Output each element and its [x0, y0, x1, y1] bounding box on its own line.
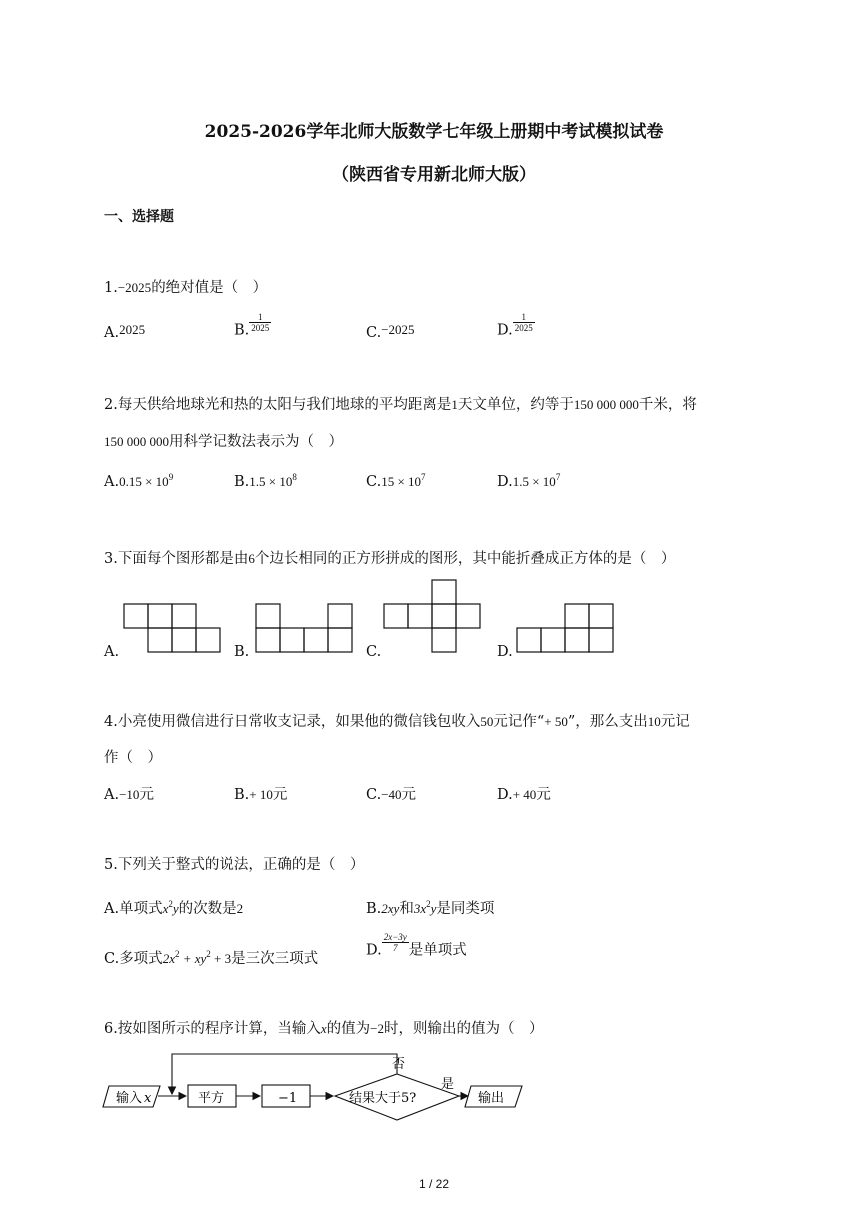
option-label: A. — [104, 787, 120, 803]
question-3 — [104, 547, 675, 568]
option-value: 0.15 × 10 — [119, 474, 169, 489]
option-label: C. — [366, 474, 382, 490]
option-math: 2xy — [381, 901, 400, 916]
option-fraction — [513, 312, 535, 333]
q3-math: 6 — [248, 551, 255, 566]
page-number: 1 / 22 — [418, 1177, 450, 1191]
option-math: + xy — [179, 951, 207, 966]
q1-option-d[interactable] — [497, 312, 535, 339]
q2-math: 150 000 000 — [104, 434, 169, 449]
q2-math: 150 000 000 — [573, 397, 639, 412]
fraction-numerator: 1 — [513, 312, 535, 323]
q4-option-c[interactable] — [366, 783, 416, 804]
q5-option-a[interactable] — [104, 897, 243, 918]
option-math: 2x — [162, 951, 175, 966]
option-exponent: 9 — [168, 472, 174, 482]
option-label: C. — [104, 951, 120, 967]
option-value: −2025 — [381, 322, 415, 337]
option-label: A. — [104, 901, 120, 917]
q6-flowchart — [100, 1048, 530, 1128]
option-label: B. — [234, 787, 250, 803]
option-label: D. — [497, 474, 513, 490]
option-value: −10 — [119, 787, 140, 802]
q4-text: ”，那么支出 — [567, 714, 648, 730]
option-value: 2025 — [119, 322, 146, 337]
q4-math: 50 — [480, 714, 494, 729]
option-text: 单项式 — [119, 901, 163, 917]
option-label: B. — [234, 474, 250, 490]
option-exponent: 2 — [426, 899, 431, 909]
option-exponent: 2 — [168, 899, 173, 909]
option-label: D. — [497, 787, 513, 803]
question-6 — [104, 1017, 543, 1038]
option-value: + 10 — [249, 787, 273, 802]
q2-option-c[interactable] — [366, 472, 426, 490]
option-fraction — [382, 932, 409, 953]
flow-yes-label: 是 — [441, 1077, 455, 1092]
q2-option-d[interactable] — [497, 472, 560, 490]
question-5: 5.下列关于整式的说法，正确的是（ ） — [104, 857, 365, 873]
q5-option-c[interactable] — [104, 947, 318, 968]
q2-option-b[interactable] — [234, 472, 297, 490]
question-4-line1 — [104, 710, 690, 731]
q4-option-d[interactable] — [497, 783, 551, 804]
q4-text: 4.小亮使用微信进行日常收支记录，如果他的微信钱包收入 — [104, 714, 481, 730]
option-math: y — [172, 901, 179, 916]
option-fraction — [249, 312, 271, 333]
flow-no-label: 否 — [392, 1057, 406, 1072]
flow-condition-label: 结果大于5? — [349, 1091, 417, 1106]
exam-subtitle: （陕西省专用新北师大版） — [332, 165, 536, 185]
option-text: 是同类项 — [436, 901, 495, 917]
option-unit: 元 — [272, 787, 288, 803]
option-unit: 元 — [401, 787, 417, 803]
option-value: + 40 — [512, 787, 537, 802]
q1-text: 的绝对值是（ ） — [151, 280, 268, 296]
option-math: x — [162, 901, 169, 916]
q2-text: 2.每天供给地球光和热的太阳与我们地球的平均距离是 — [104, 397, 452, 413]
option-exponent: 2 — [174, 949, 180, 959]
option-math: 3x — [413, 901, 427, 916]
option-text: 的次数是 — [178, 901, 237, 917]
option-label: B. — [366, 901, 382, 917]
flow-square-label: 平方 — [198, 1091, 225, 1106]
option-value: −40 — [381, 787, 402, 802]
q1-option-c[interactable] — [366, 322, 415, 341]
fraction-denominator: 7 — [393, 943, 398, 953]
q1-option-a[interactable] — [104, 322, 145, 341]
q6-text: 时，则输出的值为（ ） — [383, 1021, 544, 1037]
option-math: y — [430, 901, 437, 916]
option-value: 15 × 10 — [381, 474, 422, 489]
flow-input-var: x — [144, 1091, 152, 1106]
q6-math: x — [320, 1021, 327, 1036]
q3-option-a[interactable]: A. — [104, 644, 120, 660]
option-label: A. — [104, 474, 120, 490]
option-math: + 3 — [210, 951, 232, 966]
option-text: 是三次三项式 — [231, 951, 319, 967]
option-text: 和 — [399, 901, 414, 917]
q4-text: 元记 — [660, 714, 690, 730]
option-value: 1.5 × 10 — [249, 474, 293, 489]
option-exponent: 2 — [206, 949, 211, 959]
option-label: C. — [366, 787, 382, 803]
net-d[interactable] — [517, 604, 613, 652]
section-heading: 一、选择题 — [104, 209, 174, 225]
question-4-line2: 作（ ） — [104, 750, 162, 766]
option-label: D. — [497, 322, 513, 339]
q2-option-a[interactable] — [104, 472, 173, 490]
q2-text: 用科学记数法表示为（ ） — [169, 434, 343, 450]
q4-math: 10 — [647, 714, 661, 729]
q1-number: 1. — [104, 280, 118, 296]
q6-text: 的值为 — [326, 1021, 371, 1037]
q2-text: 天文单位，约等于 — [457, 397, 574, 413]
fraction-numerator: 2x−3y — [383, 932, 407, 942]
q3-option-b[interactable]: B. — [234, 644, 250, 660]
option-label: B. — [234, 322, 250, 339]
option-exponent: 7 — [421, 472, 426, 482]
q4-math: + 50 — [544, 714, 568, 729]
fraction-denominator: 2025 — [514, 323, 533, 333]
exam-title: 2025-2026学年北师大版数学七年级上册期中考试模拟试卷 — [204, 122, 664, 142]
q4-option-b[interactable] — [234, 783, 287, 804]
q1-option-b[interactable] — [234, 312, 271, 339]
option-label: D. — [366, 942, 382, 959]
q3-text: 3.下面每个图形都是由 — [104, 551, 249, 567]
option-text: 多项式 — [119, 951, 163, 967]
flow-input-label: 输入 — [116, 1091, 143, 1106]
q3-cube-nets — [100, 578, 630, 668]
q3-option-c[interactable]: C. — [366, 644, 382, 660]
q6-math: −2 — [370, 1021, 384, 1036]
q1-math: −2025 — [117, 280, 152, 295]
q2-text: 千米，将 — [638, 397, 697, 413]
flow-output-label: 输出 — [478, 1091, 505, 1106]
q3-option-d[interactable]: D. — [497, 644, 513, 660]
net-a[interactable] — [124, 604, 220, 652]
flow-minus-label: −1 — [278, 1091, 298, 1106]
q4-text: 元记作“ — [493, 714, 545, 730]
option-value: 1.5 × 10 — [512, 474, 556, 489]
option-unit: 元 — [536, 787, 551, 803]
question-1 — [104, 276, 267, 297]
option-label: C. — [366, 325, 382, 341]
question-2-line2 — [104, 430, 343, 451]
q2-math: 1 — [451, 397, 458, 412]
option-exponent: 8 — [292, 472, 297, 482]
q5-option-b[interactable] — [366, 897, 494, 918]
option-math: 2 — [236, 901, 244, 916]
option-unit: 元 — [139, 787, 154, 803]
option-text: 是单项式 — [408, 942, 467, 959]
net-b[interactable] — [256, 604, 352, 652]
q3-text: 个边长相同的正方形拼成的图形，其中能折叠成正方体的是（ ） — [254, 551, 676, 567]
option-label: A. — [104, 325, 120, 341]
fraction-denominator: 2025 — [251, 323, 270, 333]
option-exponent: 7 — [555, 472, 561, 482]
fraction-numerator: 1 — [249, 312, 271, 323]
net-c[interactable] — [384, 580, 480, 652]
q6-text: 6.按如图所示的程序计算，当输入 — [104, 1021, 321, 1037]
q5-option-d[interactable] — [366, 932, 467, 960]
q4-option-a[interactable] — [104, 783, 154, 804]
question-2-line1 — [104, 393, 697, 414]
